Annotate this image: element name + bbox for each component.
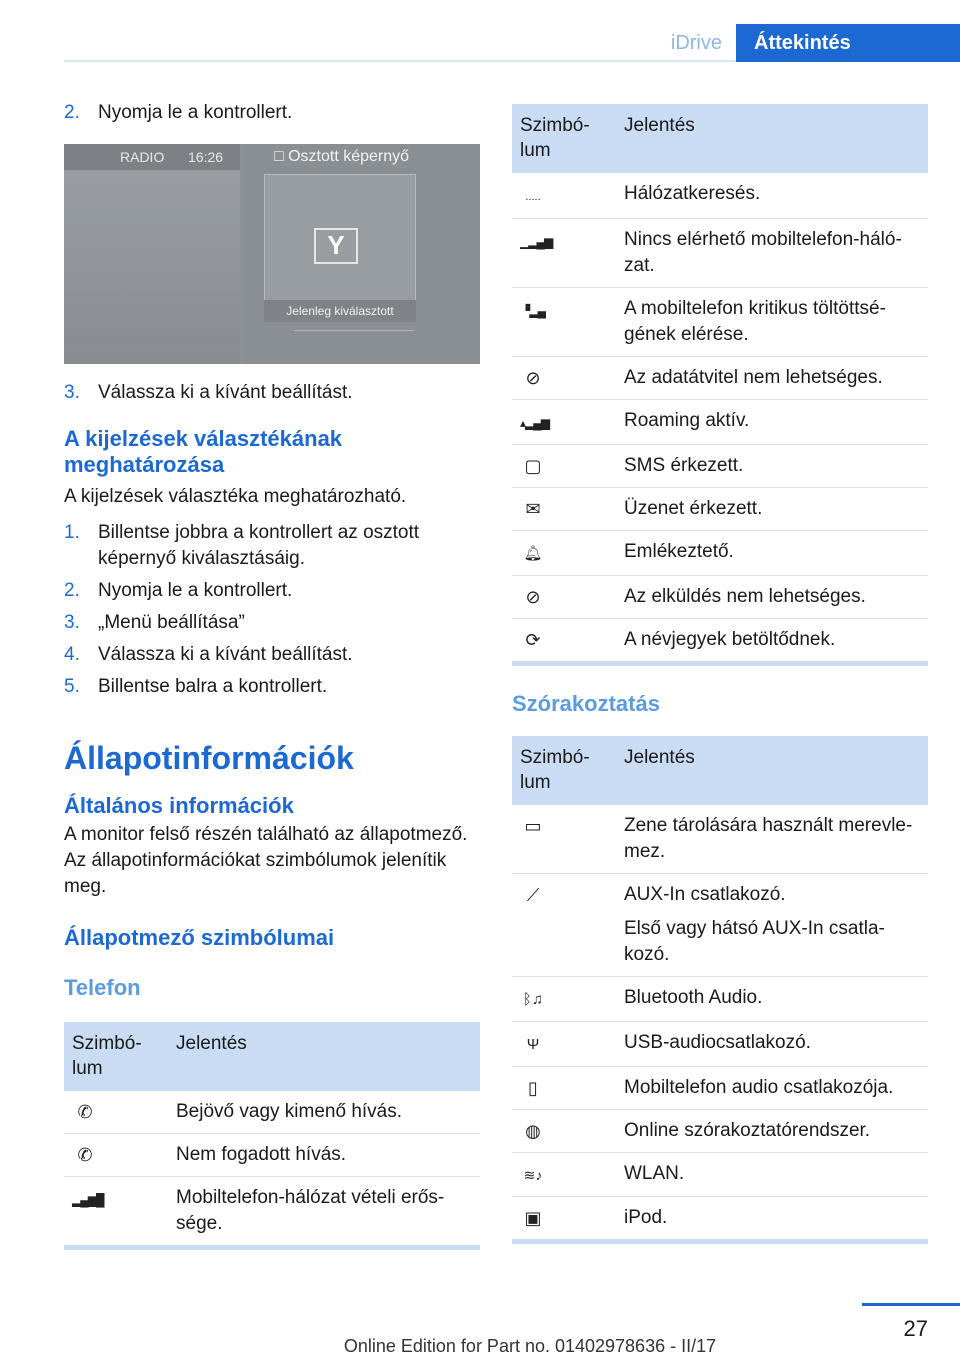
step-item [64,520,480,572]
bluetooth-audio-icon: ᛒ♫ [522,991,544,1008]
reminder-bell-icon: 🔔︎ [523,545,543,562]
general-info-text: A monitor felső részén található az állapotmező. Az állapotinformációkat szimbólumok jelenítik meg. [64,824,468,897]
step-item [64,380,480,406]
table-row [64,1134,480,1177]
table-header-row [512,104,928,173]
row-meaning: Az elküldés nem lehetséges. [616,576,928,619]
table-row [512,1067,928,1110]
table-header-row [512,736,928,805]
message-icon: ✉ [525,499,541,519]
phone-symbol-table [64,1022,480,1245]
screen-radio-label: RADIO [120,149,165,165]
hard-disk-icon: ▭ [524,816,542,836]
section-title: A kijelzések választékának meghatározása [64,426,343,477]
table-row [64,1177,480,1246]
general-info-title: Általános információk [64,793,294,818]
no-data-transfer-icon: ⊘ [525,368,541,388]
screen-map-mesh [294,330,414,364]
step-number: 3. [64,382,80,403]
step-text: „Menü beállítása” [98,612,245,633]
table-row [512,400,928,445]
column-header-meaning: Jelentés [616,736,928,805]
entertainment-title: Szórakoztatás [512,691,660,716]
step-item [64,642,480,668]
chapter-title: Állapotinformációk [64,740,354,776]
table-row [512,1110,928,1153]
row-meaning: A névjegyek betöltődnek. [624,629,836,650]
footer-rule [862,1303,960,1306]
table-row [512,805,928,874]
step-number: 5. [64,676,80,697]
phone-status-symbol-table [512,104,928,661]
edition-line: Online Edition for Part no. 01402978636 - II/17 [343,1336,717,1356]
header-tab-idrive[interactable]: iDrive [670,32,722,54]
table-row [512,488,928,531]
row-meaning: Emlékeztető. [616,531,928,576]
table-header-row [64,1022,480,1091]
table-row [512,619,928,662]
wlan-icon: ≋♪ [523,1167,543,1183]
send-failed-icon: ⊘ [525,587,541,607]
online-entertainment-icon: ◍ [525,1121,541,1141]
table-end-rule [512,1239,928,1244]
right-column [512,80,928,1244]
symbols-title: Állapotmező szimbólumai [64,925,335,950]
step-number: 1. [64,522,80,543]
column-header-symbol: Szimbólum [512,104,616,173]
roaming-icon: ▴▂▄▆ [520,416,549,430]
step-item [64,610,480,636]
table-row [512,173,928,219]
column-header-meaning: Jelentés [616,104,928,173]
row-meaning: Online szórakoztatórendszer. [616,1110,928,1153]
row-meaning: USB-audiocsatlakozó. [616,1022,928,1067]
row-meaning-sub: Első vagy hátsó AUX-In csatlakozó. [624,918,885,965]
step-number: 4. [64,644,80,665]
table-row [512,219,928,288]
step-text: Billentse balra a kontrollert. [98,676,328,697]
row-meaning: Zene tárolására használt merevlemez. [616,805,928,874]
row-meaning: Nem fogadott hívás. [168,1134,480,1177]
low-battery-icon: ▝▂▄ [521,304,545,318]
row-meaning: SMS érkezett. [616,445,928,488]
no-network-icon: ▁▂▄▆ [520,235,553,249]
step-text: Nyomja le a kontrollert. [98,102,293,123]
phone-call-icon: ✆ [77,1102,93,1122]
table-row [64,1091,480,1134]
row-meaning: WLAN. [616,1153,928,1197]
row-meaning: Bejövő vagy kimenő hívás. [168,1091,480,1134]
table-row [512,445,928,488]
network-search-icon: ..... [525,191,541,203]
column-header-meaning: Jelentés [168,1022,480,1091]
row-meaning: Üzenet érkezett. [616,488,928,531]
phone-title: Telefon [64,975,141,1000]
ipod-icon: ▣ [524,1208,542,1228]
step-number: 2. [64,580,80,601]
step-text: Válassza ki a kívánt beállítást. [98,382,353,403]
step-number: 3. [64,612,80,633]
row-meaning [616,874,928,977]
row-meaning-main: AUX-In csatlakozó. [624,884,786,905]
row-meaning: iPod. [624,1207,668,1228]
step-text: Válassza ki a kívánt beállítást. [98,644,353,665]
table-row [512,357,928,400]
table-row [512,1153,928,1197]
column-header-symbol: Szimbólum [64,1022,168,1091]
screen-left-panel [64,144,240,364]
step-item [64,674,480,700]
row-meaning: A mobiltelefon kritikus töltöttségének elérése. [616,288,928,357]
left-column [64,100,480,1250]
step-item [64,578,480,604]
sms-icon: ▢ [524,456,542,476]
table-row [512,1197,928,1240]
table-row [512,576,928,619]
table-row [512,531,928,576]
missed-call-icon: ✆ [77,1145,93,1165]
step-number: 2. [64,102,80,123]
table-row [512,1022,928,1067]
header-tab-overview[interactable]: Áttekintés [736,24,960,62]
row-meaning: Az adatátvitel nem lehetséges. [616,357,928,400]
screen-time: 16:26 [188,149,224,165]
table-row [512,288,928,357]
row-meaning: Mobiltelefon audio csatlakozója. [616,1067,928,1110]
screen-split-title: □ Osztott képernyő [274,148,410,165]
section-text: A kijelzések választéka meghatározható. [64,486,407,507]
step-text: Billentse jobbra a kontrollert az osztott képernyő kiválasztásáig. [98,522,420,569]
table-row [512,977,928,1022]
page-number: 27 [903,1316,928,1341]
table-end-rule [64,1245,480,1250]
row-meaning: Bluetooth Audio. [616,977,928,1022]
signal-strength-icon: ▂▄▆█ [72,1193,104,1207]
screen-caption: Jelenleg kiválasztott [264,300,416,322]
steps-list [64,520,480,700]
aux-in-icon: ⟋ [526,885,540,905]
table-row [512,874,928,977]
phone-audio-icon: ▯ [528,1078,538,1098]
step-item [64,100,480,126]
contacts-loading-icon: ⟳ [525,630,541,650]
row-meaning: Mobiltelefon-hálózat vételi erőssége. [176,1187,445,1234]
idrive-screenshot [64,144,480,364]
row-meaning: Hálózatkeresés. [616,173,928,219]
row-meaning: Roaming aktív. [616,400,928,445]
step-text: Nyomja le a kontrollert. [98,580,293,601]
row-meaning: Nincs elérhető mobiltelefon-hálózat. [616,219,928,288]
table-end-rule [512,661,928,666]
junction-sign-icon: Y [314,228,358,264]
usb-icon: Ψ [526,1036,540,1053]
column-header-symbol: Szimbólum [512,736,616,805]
entertainment-symbol-table [512,736,928,1239]
